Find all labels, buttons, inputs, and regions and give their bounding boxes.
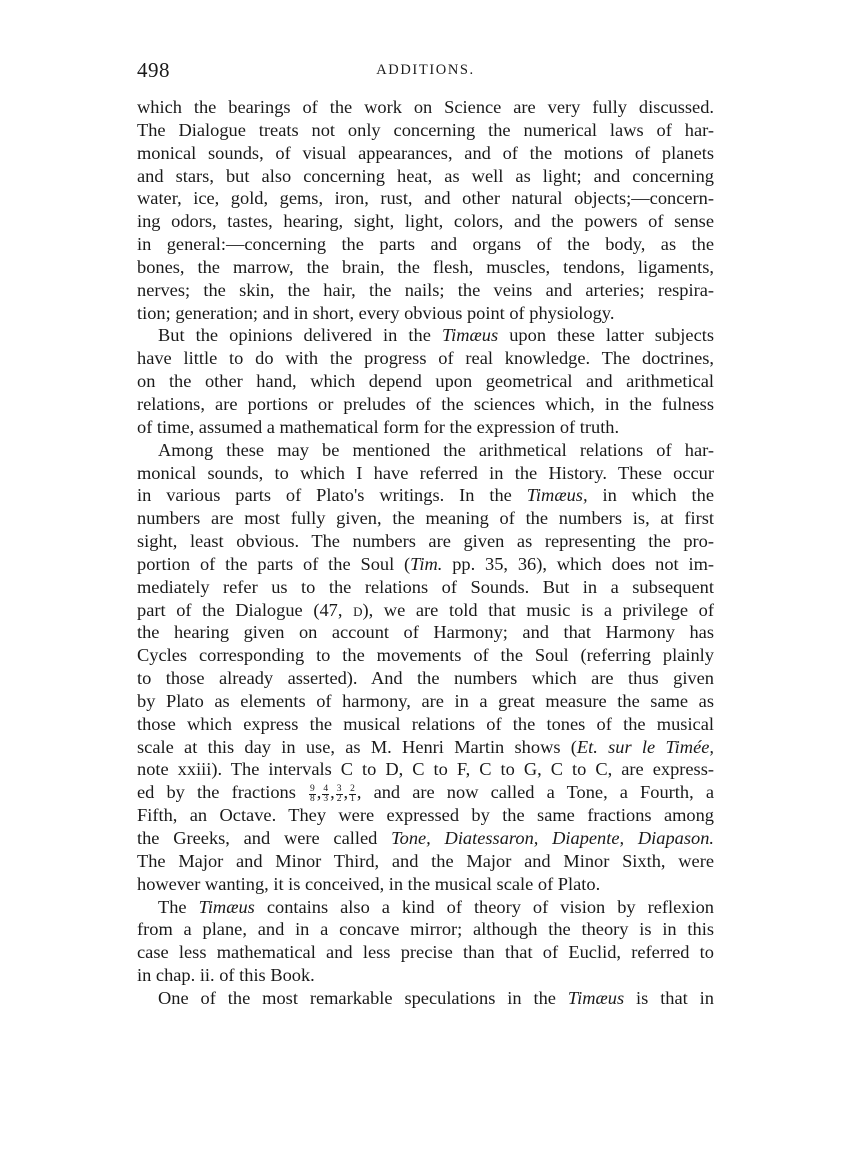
italic-title: Timæus xyxy=(441,325,499,346)
text-line: bones, the marrow, the brain, the flesh, muscles, tendons, ligaments, xyxy=(137,256,714,277)
text-line: The Dialogue treats not only concerning the numerical laws of har- xyxy=(137,119,714,140)
paragraph-1 xyxy=(137,96,714,324)
fraction-nine-eighths: $\frac{9}{8}$ xyxy=(310,783,315,804)
running-title: ADDITIONS. xyxy=(376,62,475,78)
text-line xyxy=(137,827,714,850)
fraction-two-over-one: $\frac{2}{1}$ xyxy=(350,783,355,804)
text-run: The xyxy=(158,896,199,917)
text-line: of time, assumed a mathematical form for the expression of truth. xyxy=(137,416,620,437)
italic-reference: Et. sur le Timée, xyxy=(576,736,714,757)
page-number: 498 xyxy=(137,58,170,82)
text-line: sight, least obvious. The numbers are given as representing the pro- xyxy=(137,531,714,552)
text-line: on the other hand, which depend upon geometrical and arithmetical xyxy=(137,371,714,392)
text-line: which the bearings of the work on Science are very fully discussed. xyxy=(137,97,714,117)
italic-title: Timæus xyxy=(567,987,625,1008)
text-line xyxy=(137,324,714,347)
fraction-three-halves: $\frac{3}{2}$ xyxy=(336,783,342,804)
text-line xyxy=(137,553,714,576)
text-run: is that in xyxy=(624,987,714,1008)
text-run: But the opinions delivered in the xyxy=(158,325,442,346)
text-run: portion of the parts of the Soul ( xyxy=(137,553,411,574)
italic-terms: Tone, Diatessaron, Diapente, Diapason. xyxy=(391,828,714,848)
text-line: water, ice, gold, gems, iron, rust, and other natural objects;—concern- xyxy=(137,188,714,209)
text-line: Cycles corresponding to the movements of the Soul (referring plainly xyxy=(137,645,714,666)
italic-reference: Tim. xyxy=(410,553,443,574)
text-run: ), we are told that music is a privilege of xyxy=(362,599,714,620)
text-line xyxy=(137,987,714,1010)
text-run: contains also a kind of theory of vision by reflexion xyxy=(254,896,714,917)
text-run: , and are now called a Tone, a Fourth, a xyxy=(356,782,714,803)
text-line xyxy=(137,599,714,622)
text-line: Fifth, an Octave. They were expressed by the same fractions among xyxy=(137,805,714,826)
text-line: Among these may be mentioned the arithmetical relations of har- xyxy=(158,439,714,460)
text-line: note xxiii). The intervals C to D, C to F, C to G, C to C, are express- xyxy=(137,759,714,780)
paragraph-2 xyxy=(137,324,714,438)
text-line: mediately refer us to the relations of Sounds. But in a subsequent xyxy=(137,576,714,597)
text-line: have little to do with the progress of real knowledge. The doctrines, xyxy=(137,348,714,369)
text-line xyxy=(137,484,714,507)
text-line: numbers are most fully given, the meaning of the numbers is, at first xyxy=(137,508,714,529)
text-line: relations, are portions or preludes of the sciences which, in the fulness xyxy=(137,393,714,414)
text-run: part of the Dialogue (47, xyxy=(137,599,354,620)
text-line xyxy=(137,736,714,759)
text-run: upon these latter subjects xyxy=(498,325,714,346)
text-run: One of the most remarkable speculations in the xyxy=(158,987,568,1008)
text-line: monical sounds, of visual appearances, and of the motions of planets xyxy=(137,142,714,163)
paragraph-5 xyxy=(137,987,714,1010)
text-line: tion; generation; and in short, every obvious point of physiology. xyxy=(137,302,615,323)
text-line: those which express the musical relations of the tones of the musical xyxy=(137,713,714,734)
text-line: to those already asserted). And the numbers which are thus given xyxy=(137,668,714,689)
body-text xyxy=(137,96,714,1010)
fraction-four-thirds: $\frac{4}{3}$ xyxy=(323,783,329,804)
text-run: ed by the fractions xyxy=(137,782,309,803)
text-line: in chap. ii. of this Book. xyxy=(137,965,315,986)
paragraph-3 xyxy=(137,439,714,896)
text-line: ing odors, tastes, hearing, sight, light, colors, and the powers of sense xyxy=(137,211,714,232)
text-line: in general:—concerning the parts and organs of the body, as the xyxy=(137,234,714,255)
text-run: pp. 35, 36), which does not im- xyxy=(442,553,714,574)
text-line: however wanting, it is conceived, in the musical scale of Plato. xyxy=(137,873,601,894)
text-line: by Plato as elements of harmony, are in a great measure the same as xyxy=(137,690,714,711)
italic-title: Timæus, xyxy=(526,485,588,506)
text-line: the hearing given on account of Harmony; and that Harmony has xyxy=(137,622,714,643)
text-line: and stars, but also concerning heat, as well as light; and concerning xyxy=(137,165,714,186)
text-line: nerves; the skin, the hair, the nails; the veins and arteries; respira- xyxy=(137,279,714,300)
text-run: in various parts of Plato's writings. In the xyxy=(137,485,527,506)
running-head xyxy=(137,58,714,88)
text-run: in which the xyxy=(587,485,714,506)
text-line: The Major and Minor Third, and the Major and Minor Sixth, were xyxy=(137,850,714,871)
text-line: monical sounds, to which I have referred in the History. These occur xyxy=(137,462,714,483)
text-line: case less mathematical and less precise than that of Euclid, referred to xyxy=(137,942,714,963)
text-run: scale at this day in use, as M. Henri Martin shows ( xyxy=(137,736,577,757)
text-line: ed by the fractions $\frac{9}{8}$ , $\frac{4}{3}$ , $\frac{3}{2}$ , $\frac{2}{1}$ , and are now called a Tone, a Fourth, a xyxy=(137,782,714,804)
small-caps-letter: D xyxy=(353,603,363,619)
text-line xyxy=(137,896,714,919)
text-line: from a plane, and in a concave mirror; although the theory is in this xyxy=(137,919,714,940)
paragraph-4 xyxy=(137,896,714,987)
italic-title: Timæus xyxy=(198,896,255,917)
text-run: the Greeks, and were called xyxy=(137,828,392,848)
